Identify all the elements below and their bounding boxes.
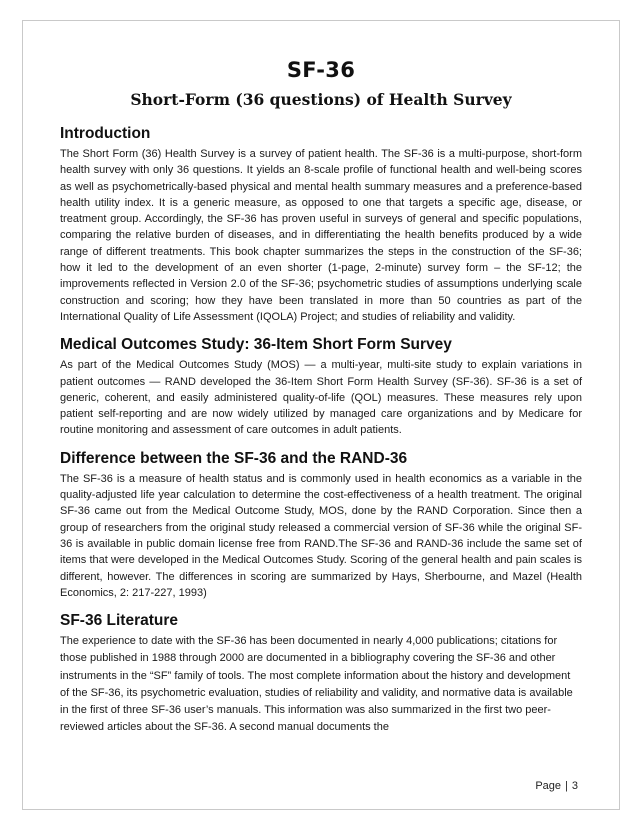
- section-heading: Medical Outcomes Study: 36-Item Short Form Survey: [60, 336, 452, 354]
- section-paragraph: The Short Form (36) Health Survey is a survey of patient health. The SF-36 is a multi-purpose, short-form health survey with only 36 questions. It yields an 8-scale profile of functional health and well-being scores as well as psychometrically-based physical and mental health summary measures and a preference-based health utility index. It is a generic measure, as opposed to one that targets a specific age, disease, or treatment group. Accordingly, the SF-36 has proven useful in surveys of general and specific populations, comparing the relative burden of diseases, and in differentiating the health benefits produced by a wide range of different treatments. This book chapter summarizes the steps in the construction of the SF-36; how it led to the development of an even shorter (1-page, 2-minute) survey form – the SF-12; the improvements reflected in Version 2.0 of the SF-36; psychometric studies of assumptions underlying scale construction and scoring; how they have been translated in more than 50 countries as part of the International Quality of Life Assessment (IQOLA) Project; and studies of reliability and validity.: [60, 148, 582, 323]
- section-heading: SF-36 Literature: [60, 612, 179, 630]
- section-introduction: [60, 124, 582, 325]
- section-sf36-literature: [60, 611, 582, 736]
- section-paragraph: As part of the Medical Outcomes Study (MOS) — a multi-year, multi-site study to explain variations in patient outcomes — RAND developed the 36-Item Short Form Health Survey (SF-36). SF-36 is a set of generic, coherent, and easily administered quality-of-life (QOL) measures. These measures rely upon patient self-reporting and are now widely utilized by managed care organizations and by Medicare for routine monitoring and assessment of care outcomes in adult patients.: [60, 359, 582, 437]
- section-difference-sf36-rand36: [60, 449, 582, 601]
- section-paragraph: The SF-36 is a measure of health status and is commonly used in health economics as a variable in the quality-adjusted life year calculation to determine the cost-effectiveness of a health treatment. The original SF-36 came out from the Medical Outcome Study, MOS, done by the RAND Corporation. Since then a group of researchers from the original study released a commercial version of SF-36 while the original SF-36 is available in public domain license free from RAND.The SF-36 and RAND-36 include the same set of items that were developed in the Medical Outcomes Study. Scoring of the general health and pain scales is different, however. The differences in scoring are summarized by Hays, Sherbourne, and Mazel (Health Economics, 2: 217-227, 1993): [60, 472, 582, 599]
- page-content: [60, 58, 582, 736]
- section-heading: Difference between the SF-36 and the RAND-36: [60, 449, 408, 467]
- document-title: SF-36: [286, 58, 356, 82]
- page-number: 3: [571, 780, 578, 792]
- section-paragraph: The experience to date with the SF-36 has been documented in nearly 4,000 publications; citations for those published in 1988 through 2000 are documented in a bibliography covering the SF-36 and other instruments in the “SF” family of tools. The most complete information about the history and development of the SF-36, its psychometric evaluation, studies of reliability and validity, and normative data is available in the first of three SF-36 user’s manuals. This information was also summarized in the first two peer-reviewed articles about the SF-36. A second manual documents the: [60, 635, 573, 734]
- page-footer: [535, 780, 578, 792]
- document-subtitle: Short-Form (36 questions) of Health Survey: [130, 90, 512, 109]
- section-medical-outcomes-study: [60, 335, 582, 438]
- section-heading: Introduction: [60, 125, 151, 142]
- page-separator: |: [565, 780, 568, 792]
- page-label: Page: [535, 780, 562, 792]
